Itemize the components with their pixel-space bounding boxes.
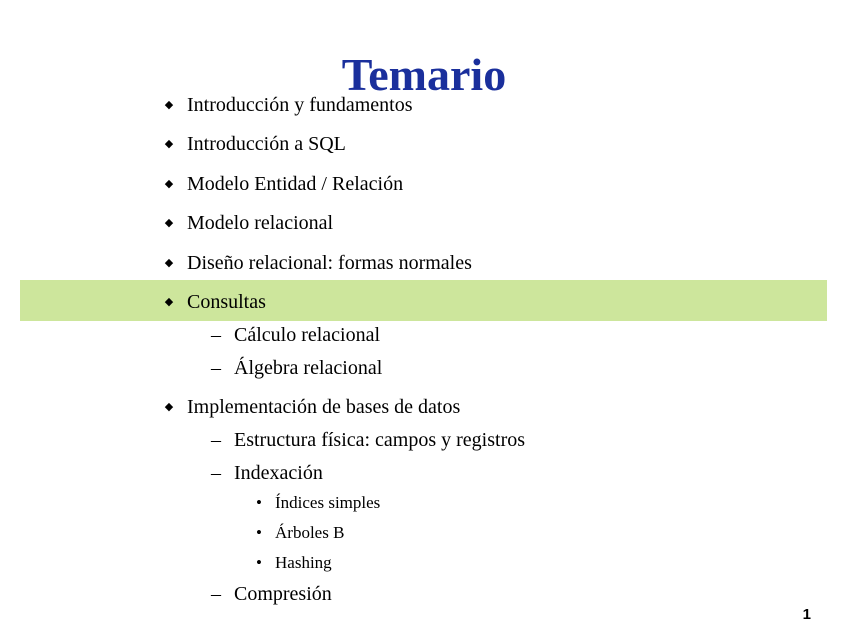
list-item-label: Consultas (187, 291, 266, 313)
sub-list-item (210, 461, 323, 485)
list-item-label: Implementación de bases de datos (187, 396, 461, 418)
list-item (163, 395, 460, 419)
diamond-bullet-icon: ◆ (164, 257, 174, 269)
sub-list-item (210, 582, 332, 606)
list-item-label: Modelo Entidad / Relación (187, 173, 404, 195)
diamond-bullet-icon: ◆ (164, 178, 174, 190)
list-item (163, 172, 403, 196)
sub-sub-list-item-label: Árboles B (275, 523, 345, 542)
current-topic-highlight (20, 280, 827, 321)
diamond-bullet-icon: ◆ (164, 99, 174, 111)
diamond-bullet-icon: ◆ (164, 401, 174, 413)
list-item-label: Modelo relacional (187, 212, 334, 234)
dash-bullet-icon: – (211, 357, 221, 379)
sub-sub-list-item-label: Hashing (275, 553, 332, 572)
page-number: 1 (802, 606, 811, 623)
sub-sub-list-item (253, 523, 344, 543)
slide-title: Temario (341, 48, 507, 100)
list-item-label: Diseño relacional: formas normales (187, 252, 472, 274)
list-item (163, 93, 413, 117)
dash-bullet-icon: – (211, 429, 221, 451)
sub-list-item-label: Compresión (234, 583, 332, 605)
diamond-bullet-icon: ◆ (164, 296, 174, 308)
list-item-label: Introducción a SQL (187, 133, 346, 155)
sub-sub-list-item (253, 553, 332, 573)
sub-list-item-label: Álgebra relacional (234, 357, 383, 379)
sub-sub-list-item-label: Índices simples (275, 493, 381, 512)
list-item-label: Introducción y fundamentos (187, 94, 413, 116)
list-item-current (163, 290, 266, 314)
dot-bullet-icon: • (256, 553, 262, 572)
list-item (163, 132, 346, 156)
sub-list-item (210, 428, 525, 452)
diamond-bullet-icon: ◆ (164, 217, 174, 229)
dot-bullet-icon: • (256, 493, 262, 512)
dash-bullet-icon: – (211, 583, 221, 605)
sub-list-item-label: Indexación (234, 462, 323, 484)
sub-list-item-label: Estructura física: campos y registros (234, 429, 526, 451)
dash-bullet-icon: – (211, 324, 221, 346)
sub-list-item-label: Cálculo relacional (234, 324, 381, 346)
diamond-bullet-icon: ◆ (164, 138, 174, 150)
dash-bullet-icon: – (211, 462, 221, 484)
list-item (163, 251, 472, 275)
dot-bullet-icon: • (256, 523, 262, 542)
sub-list-item (210, 356, 382, 380)
sub-sub-list-item (253, 493, 380, 513)
sub-list-item (210, 323, 380, 347)
list-item (163, 211, 333, 235)
